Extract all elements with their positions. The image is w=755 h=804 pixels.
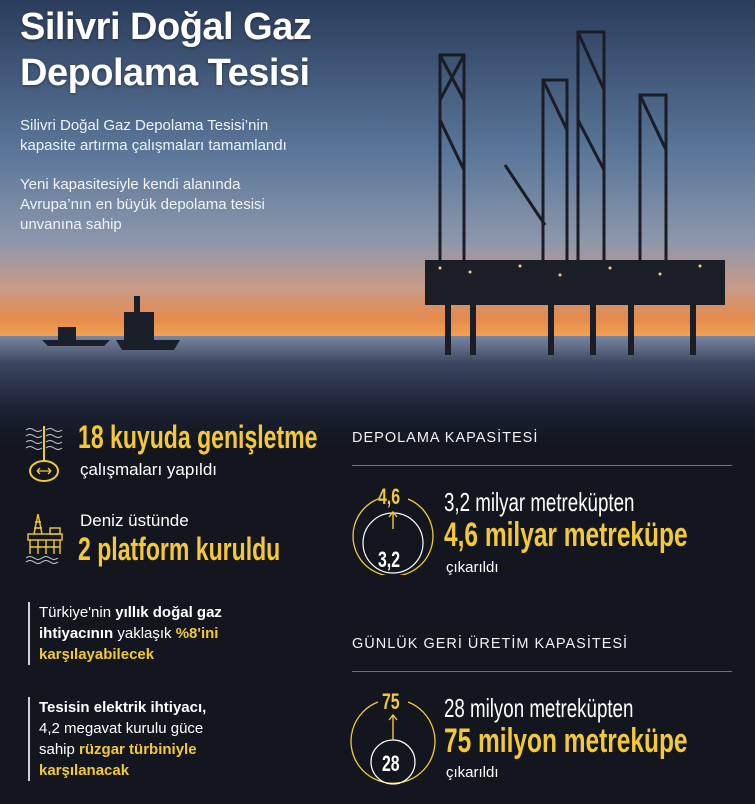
percent-highlight: %8'ini [175, 625, 219, 642]
production-old-value: 28 [382, 751, 400, 776]
text: 4,2 megavat kurulu güce [39, 720, 204, 737]
text: yaklaşık [113, 625, 176, 642]
storage-old-value: 3,2 [378, 547, 401, 572]
title-line: Depolama Tesisi [20, 52, 310, 94]
production-heading: GÜNLÜK GERİ ÜRETİM KAPASİTESİ [352, 636, 629, 652]
title-line: Silivri Doğal Gaz [20, 6, 312, 48]
intro-paragraph-2 [20, 175, 265, 235]
platform-text: Deniz üstünde [80, 511, 189, 530]
page-title [20, 4, 311, 96]
offshore-platform-icon [24, 512, 66, 564]
wells-highlight: 18 kuyuda genişletme [78, 419, 318, 455]
intro-paragraph [20, 116, 287, 156]
text-line: Yeni kapasitesiyle kendi alanında [20, 176, 241, 193]
divider [352, 465, 732, 466]
text-line: kapasite artırma çalışmaları tamamlandı [20, 137, 287, 154]
production-from: 28 milyon metreküpten [444, 693, 634, 723]
text: sahip [39, 741, 80, 758]
electricity-note [28, 697, 206, 781]
text: Türkiye'nin [39, 604, 116, 621]
well-expansion-icon [24, 424, 64, 484]
bold-text: yıllık doğal gaz [115, 604, 222, 621]
storage-heading: DEPOLAMA KAPASİTESİ [352, 430, 539, 446]
storage-to: 4,6 milyar metreküpe [444, 516, 688, 554]
text-line: unvanına sahip [20, 216, 122, 233]
storage-result: çıkarıldı [446, 559, 499, 576]
production-new-value: 75 [382, 689, 400, 714]
production-result: çıkarıldı [446, 764, 499, 781]
wells-text: çalışmaları yapıldı [80, 460, 217, 479]
storage-new-value: 4,6 [378, 484, 401, 509]
annual-need-note [28, 602, 222, 665]
production-to: 75 milyon metreküpe [444, 722, 688, 760]
highlight-text: karşılanacak [39, 762, 130, 779]
text-line: Avrupa’nın en büyük depolama tesisi [20, 196, 265, 213]
bold-text: ihtiyacının [39, 625, 114, 642]
highlight-text: karşılayabilecek [39, 646, 155, 663]
bold-text: Tesisin elektrik ihtiyacı, [39, 699, 207, 716]
divider [352, 671, 732, 672]
storage-from: 3,2 milyar metreküpten [444, 487, 635, 517]
highlight-text: rüzgar türbiniyle [79, 741, 197, 758]
text-line: Silivri Doğal Gaz Depolama Tesisi’nin [20, 117, 269, 134]
platform-highlight: 2 platform kuruldu [78, 531, 281, 567]
